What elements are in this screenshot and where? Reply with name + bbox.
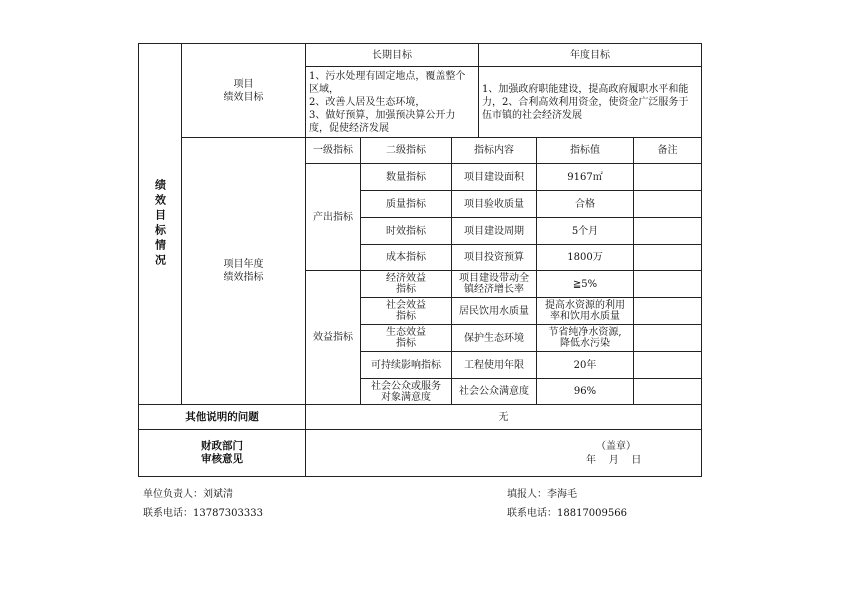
benefit-row-3-value-a: 节省纯净水资源,: [548, 327, 622, 338]
project-goal-label-cell: [181, 43, 306, 138]
benefit-label: 效益指标: [305, 270, 361, 405]
output-row-3-content: 项目建设周期: [451, 217, 537, 245]
benefit-row-3-content: 保护生态环境: [451, 324, 537, 352]
output-label: 产出指标: [305, 163, 361, 271]
other-label: 其他说明的问题: [138, 404, 306, 430]
finance-opinion-cell: [305, 429, 702, 477]
output-row-1-value: 9167㎡: [536, 163, 634, 191]
section-label: 绩效目标情况: [153, 179, 167, 269]
benefit-row-2-content: 居民饮用水质量: [451, 297, 537, 325]
long-term-line-3: 3、做好预算，加强预决算公开力度，促使经济发展: [309, 109, 456, 134]
phone-right: 联系电话：18817009566: [507, 508, 627, 519]
output-row-2-remark: [633, 190, 702, 218]
long-term-line-2: 2、改善人居及生态环境，: [309, 96, 426, 108]
benefit-row-5-value: 96%: [536, 378, 634, 405]
header-level1: 一级指标: [305, 137, 361, 164]
output-row-3-remark: [633, 217, 702, 245]
phone-left: 联系电话：13787303333: [143, 508, 263, 519]
annual-text-cell: [478, 66, 702, 138]
output-row-1-remark: [633, 163, 702, 191]
benefit-row-3-level2-a: 生态效益: [386, 327, 426, 338]
benefit-row-1-content-a: 项目建设带动全: [459, 273, 529, 284]
benefit-row-1-value: ≧5%: [536, 270, 634, 298]
long-term-text-cell: [305, 66, 479, 138]
project-goal-label-2: 绩效目标: [223, 91, 264, 103]
benefit-row-1-remark: [633, 270, 702, 298]
output-row-2-level2: 质量指标: [360, 190, 452, 218]
output-row-4-level2: 成本指标: [360, 244, 452, 271]
benefit-row-5-content: 社会公众满意度: [451, 378, 537, 405]
benefit-row-4-value: 20年: [536, 351, 634, 379]
output-row-3-value: 5个月: [536, 217, 634, 245]
annual-header: 年度目标: [478, 43, 702, 67]
filler: 填报人：李海毛: [507, 489, 577, 500]
benefit-row-5-remark: [633, 378, 702, 405]
output-row-2-value: 合格: [536, 190, 634, 218]
indicator-label-2: 绩效指标: [223, 272, 264, 283]
output-row-2-content: 项目验收质量: [451, 190, 537, 218]
output-row-3-level2: 时效指标: [360, 217, 452, 245]
section-label-cell: [138, 43, 182, 405]
header-value: 指标值: [536, 137, 634, 164]
indicator-label-1: 项目年度: [223, 259, 264, 270]
benefit-row-3-level2: [360, 324, 452, 352]
project-goal-label-1: 项目: [233, 78, 254, 90]
header-remark: 备注: [633, 137, 702, 164]
benefit-row-3-remark: [633, 324, 702, 352]
benefit-row-2-level2-b: 指标: [396, 311, 416, 322]
finance-label-1: 财政部门: [201, 440, 243, 452]
finance-label-2: 审核意见: [201, 453, 243, 465]
benefit-row-5-level2-b: 对象满意度: [381, 391, 431, 403]
benefit-row-5-level2: [360, 378, 452, 405]
other-value: 无: [305, 404, 702, 430]
performance-table: [138, 43, 702, 477]
date-text: 年 月 日: [586, 455, 642, 466]
finance-label-cell: [138, 429, 306, 477]
output-row-1-content: 项目建设面积: [451, 163, 537, 191]
benefit-row-1-content-b: 镇经济增长率: [464, 284, 524, 295]
benefit-row-1-level2-a: 经济效益: [386, 273, 426, 284]
annual-text: 1、加强政府职能建设，提高政府履职水平和能力，2、合利高效利用资金，使资金广泛服务于伍市镇的社会经济发展: [482, 83, 689, 121]
long-term-header: 长期目标: [305, 43, 479, 67]
output-row-1-level2: 数量指标: [360, 163, 452, 191]
benefit-row-1-level2: [360, 270, 452, 298]
header-content: 指标内容: [451, 137, 537, 164]
benefit-row-2-value-a: 提高水资源的利用: [545, 300, 625, 311]
benefit-row-1-content: [451, 270, 537, 298]
benefit-row-4-level2: 可持续影响指标: [360, 351, 452, 379]
output-row-4-content: 项目投资预算: [451, 244, 537, 271]
long-term-line-1: 1、污水处理有固定地点，覆盖整个区域，: [309, 70, 466, 95]
benefit-row-2-remark: [633, 297, 702, 325]
benefit-row-1-level2-b: 指标: [396, 284, 416, 295]
seal-text: （盖章）: [596, 441, 636, 452]
benefit-row-4-content: 工程使用年限: [451, 351, 537, 379]
benefit-row-5-level2-a: 社会公众或服务: [371, 380, 441, 392]
output-row-4-remark: [633, 244, 702, 271]
unit-head: 单位负责人：刘斌清: [143, 489, 233, 500]
benefit-row-2-level2: [360, 297, 452, 325]
header-level2: 二级指标: [360, 137, 452, 164]
indicator-label-cell: [181, 137, 306, 405]
benefit-row-3-value-b: 降低水污染: [560, 338, 610, 349]
benefit-row-3-value: [536, 324, 634, 352]
output-row-4-value: 1800万: [536, 244, 634, 271]
benefit-row-2-value-b: 率和饮用水质量: [550, 311, 620, 322]
benefit-row-4-remark: [633, 351, 702, 379]
benefit-row-2-value: [536, 297, 634, 325]
benefit-row-3-level2-b: 指标: [396, 338, 416, 349]
benefit-row-2-level2-a: 社会效益: [386, 300, 426, 311]
